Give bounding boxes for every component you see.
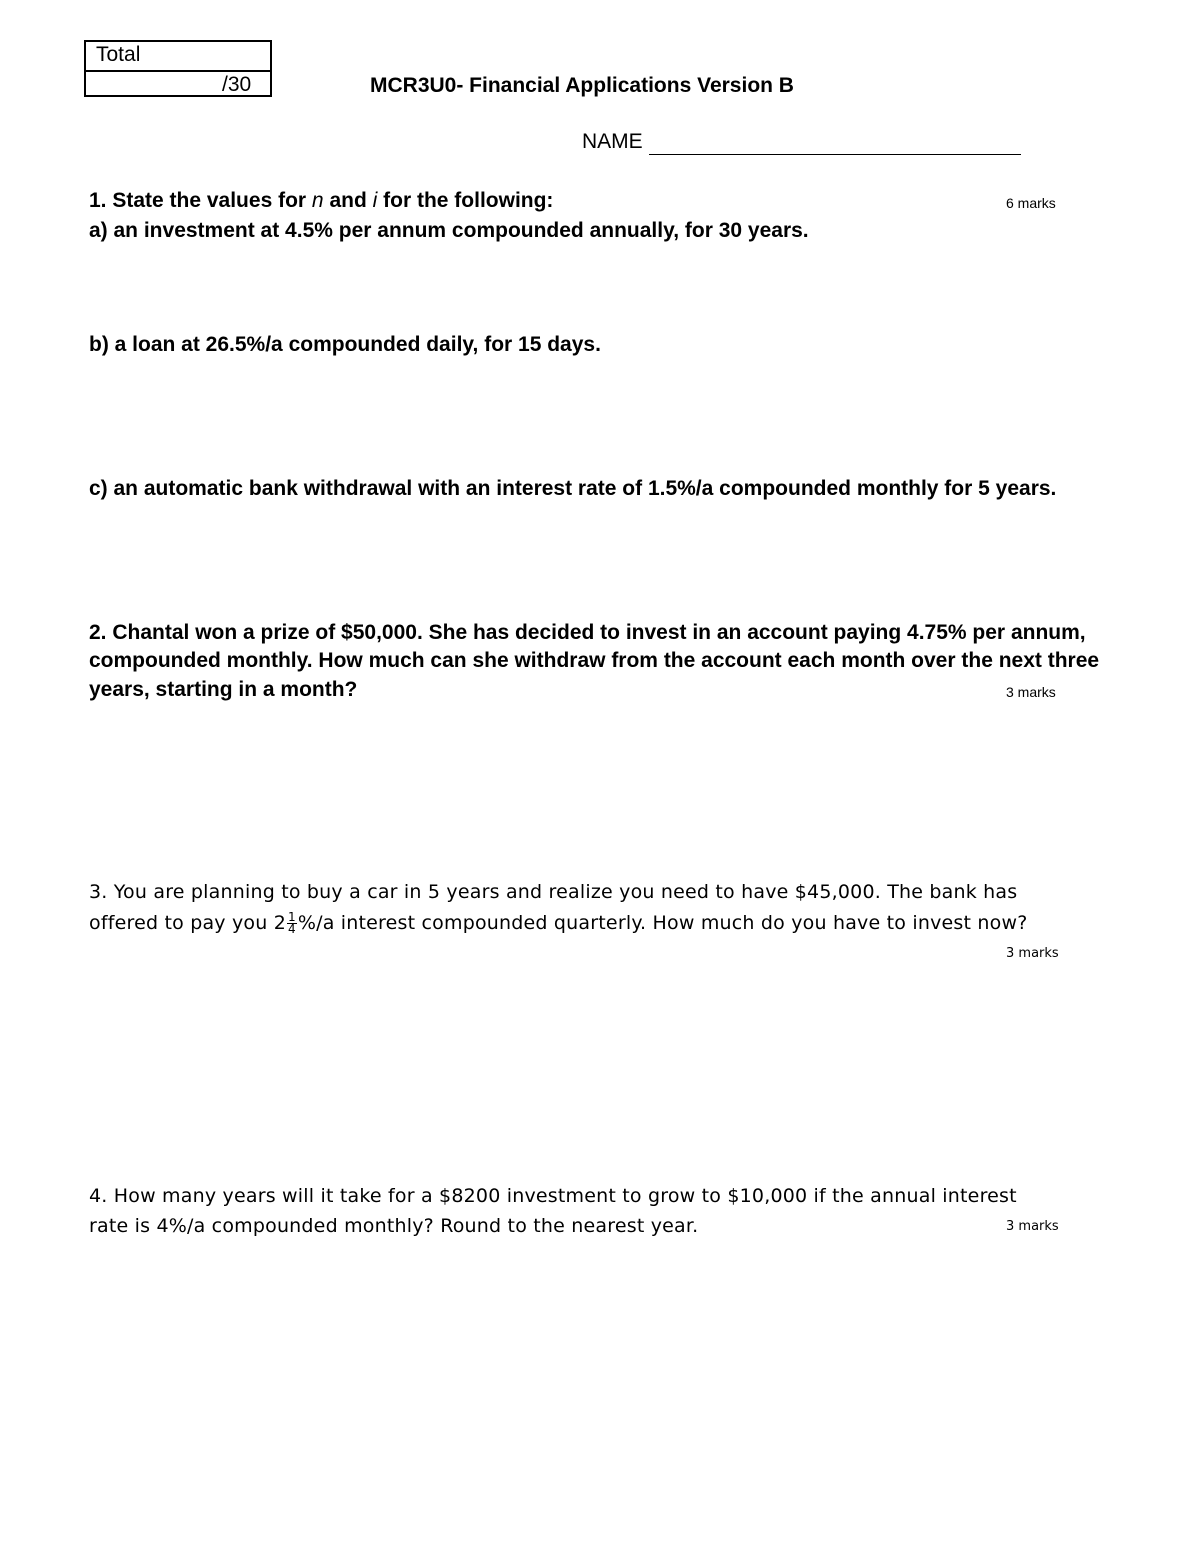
q2-marks: 3 marks (1006, 684, 1056, 700)
q2-line-2: compounded monthly. How much can she withdraw from the account each month over the next three (89, 649, 1100, 672)
q2-line-1: 2. Chantal won a prize of $50,000. She has decided to invest in an account paying 4.75% per annum, (89, 621, 1086, 644)
name-label: NAME (582, 130, 643, 153)
name-blank-line[interactable] (649, 134, 1021, 155)
score-box-header-row (86, 42, 270, 72)
q3-fraction-numerator: 1 (288, 910, 296, 924)
q1-var-i: i (372, 189, 378, 212)
q1-stem-prefix: 1. State the values for (89, 189, 312, 212)
total-score-value: /30 (222, 73, 252, 96)
q1-stem-suffix: for the following: (377, 189, 554, 212)
total-label: Total (96, 43, 141, 66)
q3-marks: 3 marks (1006, 946, 1059, 961)
q3-line-1: 3. You are planning to buy a car in 5 years and realize you need to have $45,000. The bank has (89, 881, 1018, 903)
name-row (582, 129, 1021, 155)
q3-fraction (287, 912, 297, 935)
q1-stem (89, 187, 553, 215)
q2-line-3: years, starting in a month? (89, 678, 358, 701)
q3-fraction-denominator: 4 (288, 922, 296, 936)
q4-line-2: rate is 4%/a compounded monthly? Round to the nearest year. (89, 1215, 699, 1237)
q3-line-2-prefix: offered to pay you 2 (89, 912, 287, 934)
q4-line-1: 4. How many years will it take for a $8200 investment to grow to $10,000 if the annual interest (89, 1185, 1017, 1207)
q1-part-c: c) an automatic bank withdrawal with an interest rate of 1.5%/a compounded monthly for 5 years. (89, 477, 1057, 500)
q3-line-2 (89, 908, 1027, 938)
q1-stem-mid: and (323, 189, 373, 212)
q1-var-n: n (311, 189, 324, 212)
q3-line-2-suffix: %/a interest compounded quarterly. How much do you have to invest now? (297, 912, 1028, 934)
q1-marks: 6 marks (1006, 195, 1056, 211)
q4-marks: 3 marks (1006, 1219, 1059, 1234)
q1-part-a: a) an investment at 4.5% per annum compounded annually, for 30 years. (89, 219, 809, 242)
page-title: MCR3U0- Financial Applications Version B (370, 74, 794, 97)
score-box (84, 40, 272, 97)
q1-part-b: b) a loan at 26.5%/a compounded daily, for 15 days. (89, 333, 601, 356)
